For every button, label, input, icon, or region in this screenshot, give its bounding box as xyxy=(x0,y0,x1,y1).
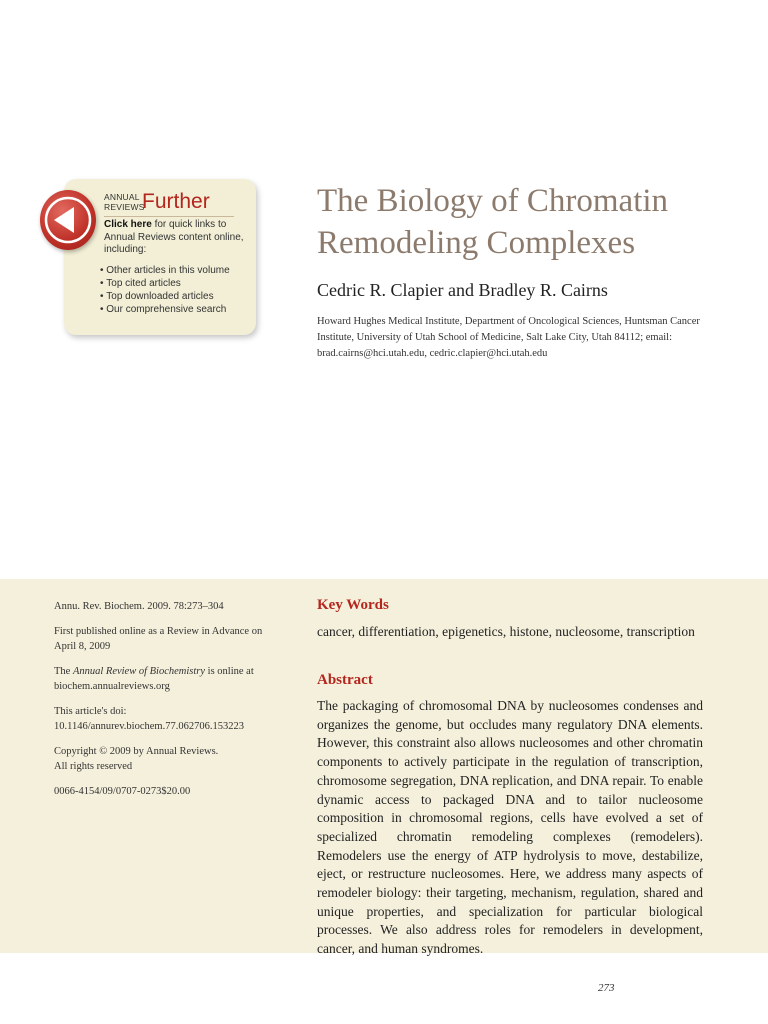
further-description-text: for quick links to Annual Reviews content online, including: xyxy=(104,219,244,255)
article-title: The Biology of Chromatin Remodeling Complexes xyxy=(317,183,669,261)
page-number: 273 xyxy=(598,982,615,994)
further-link-item: • Our comprehensive search xyxy=(100,303,230,316)
keywords-heading: Key Words xyxy=(317,597,389,613)
citation: Annu. Rev. Biochem. 2009. 78:273–304 xyxy=(54,601,224,612)
further-link-item: • Other articles in this volume xyxy=(100,264,230,277)
doi-label: This article's doi: xyxy=(54,705,127,717)
copyright: Copyright © 2009 by Annual Reviews. xyxy=(54,745,219,757)
further-divider xyxy=(104,216,234,217)
further-links-list xyxy=(100,264,230,316)
article-authors: Cedric R. Clapier and Bradley R. Cairns xyxy=(317,280,608,300)
further-link-item: • Top downloaded articles xyxy=(100,290,230,303)
first-published: First published online as a Review in Advance on April 8, 2009 xyxy=(54,625,263,652)
click-here-link[interactable]: Click here xyxy=(104,219,152,230)
triangle-left-icon xyxy=(40,190,96,250)
keywords-list: cancer, differentiation, epigenetics, histone, nucleosome, transcription xyxy=(317,624,695,639)
online-suffix: is online at biochem.annualreviews.org xyxy=(54,665,254,692)
annual-label: ANNUAL xyxy=(104,192,140,202)
abstract-heading: Abstract xyxy=(317,672,373,688)
reviews-label: REVIEWS xyxy=(104,202,145,212)
further-label: Further xyxy=(142,190,210,213)
abstract-text: The packaging of chromosomal DNA by nucleosomes condenses and organizes the genome, but occludes many regulatory DNA elements. However, this constraint also allows nucleosomes and other chromatin components to actively participate in the regulation of transcription, chromosome segregation, DNA replication, and DNA repair. To enable dynamic access to packaged DNA and to tailor nucleosome composition in chromosomal regions, cells have evolved a set of specialized chromatin remodeling complexes (remodelers). Remodelers use the energy of ATP hydrolysis to move, destabilize, eject, or restructure nucleosomes. Here, we address many aspects of remodeler biology: their targeting, mechanism, regulation, shared and unique properties, and specialization for particular biological processes. We also address roles for remodelers in development, cancer, and human syndromes. xyxy=(317,698,703,957)
online-prefix: The xyxy=(54,665,73,677)
further-link-item: • Top cited articles xyxy=(100,277,230,290)
doi-block xyxy=(54,704,284,735)
further-description xyxy=(104,219,254,257)
rights: All rights reserved xyxy=(54,761,133,772)
article-metadata xyxy=(54,599,284,808)
price-code: 0066-4154/09/0707-0273$20.00 xyxy=(54,785,191,797)
annual-reviews-wordmark xyxy=(104,192,144,212)
copyright-block xyxy=(54,744,284,775)
doi[interactable]: 10.1146/annurev.biochem.77.062706.153223 xyxy=(54,721,244,732)
author-affiliation: Howard Hughes Medical Institute, Department of Oncological Sciences, Huntsman Cancer Institute, University of Utah School of Medicine, Salt Lake City, Utah 84112; email: brad.cairns@hci.utah.edu, cedric.clapier@hci.utah.edu xyxy=(317,316,700,359)
journal-name: Annual Review of Biochemistry xyxy=(72,665,206,677)
further-arrow-button[interactable] xyxy=(40,190,96,250)
online-availability xyxy=(54,664,284,695)
